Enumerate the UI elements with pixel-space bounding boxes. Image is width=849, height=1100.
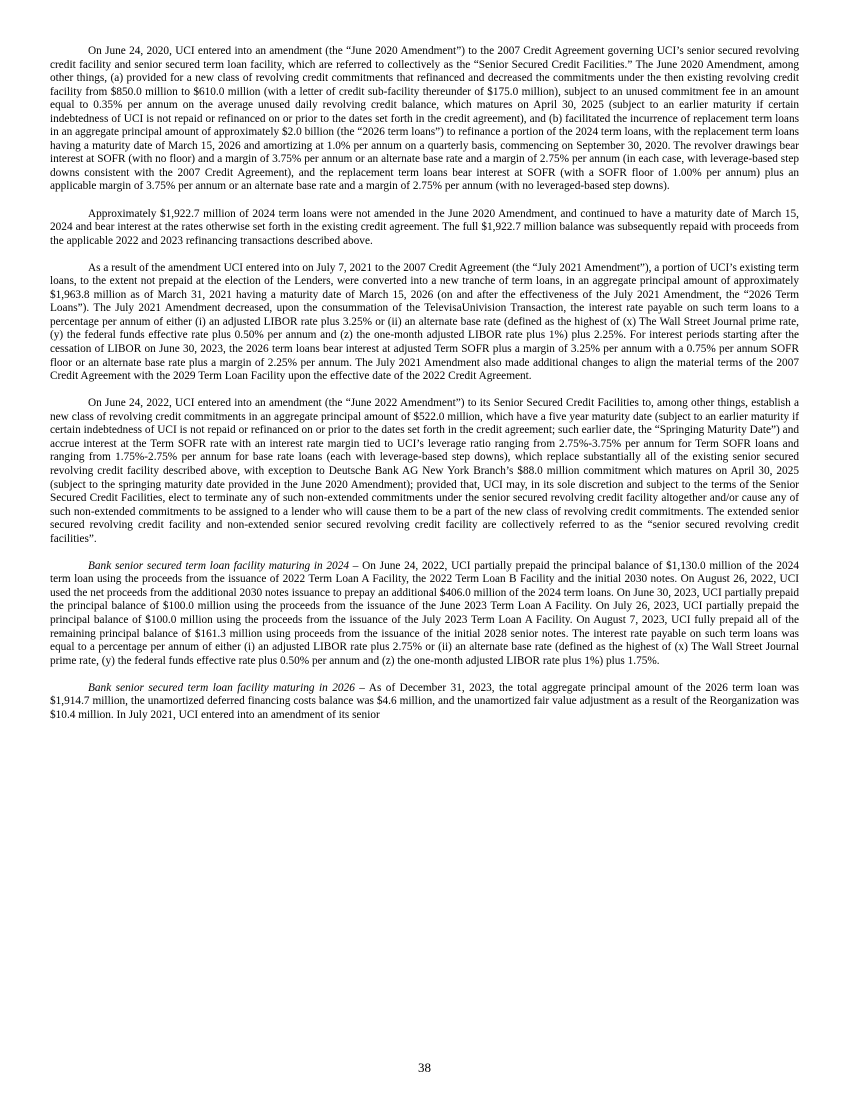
paragraph-term-loan-2026 [50,682,799,723]
paragraph-june-2022-amendment: On June 24, 2022, UCI entered into an amendment (the “June 2022 Amendment”) to its Senior Secured Credit Facilities to, among other things, establish a new class of revolving credit commitments in an aggregate principal amount of $522.0 million, which have a five year maturity date (subject to an earlier maturity if certain indebtedness of UCI is not repaid or refinanced on or prior to the dates set forth in the credit agreement; such earlier date, the “Springing Maturity Date”) and accrue interest at the Term SOFR rate with an interest rate margin tied to UCI’s leverage ratio ranging from 2.75%-3.75% per annum for Term SOFR loans and ranging from 1.75%-2.75% per annum for base rate loans (each with leverage-based step downs), which replace substantially all of the existing senior secured revolving credit facility described above, with exception to Deutsche Bank AG New York Branch’s $88.0 million commitment which matures on April 30, 2025 (subject to the springing maturity date provided in the June 2020 Amendment); provided that, UCI may, in its sole discretion and subject to the terms of the Senior Secured Credit Facilities, elect to terminate any of such non-extended commitments under the senior secured revolving credit facility altogether and/or cause any of such non-extended commitments to be assigned to a lender who will cause them to be a part of the new class of revolving credit commitments. The extended senior secured revolving credit facility and non-extended senior secured revolving credit facility are collectively referred to as the “senior secured revolving credit facilities”. [50,397,799,545]
paragraph-term-loan-2024 [50,560,799,668]
paragraph-body: – On June 24, 2022, UCI partially prepaid the principal balance of $1,130.0 million of the 2024 term loan using the proceeds from the issuance of 2022 Term Loan A Facility, the 2022 Term Loan B Facility and the initial 2030 notes. On August 26, 2022, UCI used the net proceeds from the additional 2030 notes issuance to prepay an additional $406.0 million of the 2024 term loans. On June 30, 2023, UCI partially prepaid the principal balance of $100.0 million using the proceeds from the issuance of the June 2023 Term Loan A Facility. On July 26, 2023, UCI partially prepaid the principal balance of $100.0 million using the proceeds from the issuance of the July 2023 Term Loan A Facility. On August 7, 2023, UCI fully prepaid all of the remaining principal balance of $161.3 million using proceeds from the issuance of the initial 2028 senior notes. The interest rate payable on such term loans was equal to a percentage per annum of either (i) an adjusted LIBOR rate plus 2.75% or (ii) an alternate base rate (defined as the highest of (x) The Wall Street Journal prime rate, (y) the federal funds effective rate plus 0.50% per annum and (z) the one-month adjusted LIBOR rate plus 1%) plus 1.75%. [50,559,799,667]
paragraph-lead-heading: Bank senior secured term loan facility maturing in 2024 [88,559,350,572]
paragraph-2024-term-loans-not-amended: Approximately $1,922.7 million of 2024 term loans were not amended in the June 2020 Amendment, and continued to have a maturity date of March 15, 2024 and bear interest at the rates otherwise set forth in the existing credit agreement. The full $1,922.7 million balance was subsequently repaid with proceeds from the applicable 2022 and 2023 refinancing transactions described above. [50,207,799,247]
paragraph-june-2020-amendment: On June 24, 2020, UCI entered into an amendment (the “June 2020 Amendment”) to the 2007 Credit Agreement governing UCI’s senior secured revolving credit facility and senior secured term loan facility, which are referred to collectively as the “Senior Secured Credit Facilities.” The June 2020 Amendment, among other things, (a) provided for a new class of revolving credit commitments that refinanced and decreased the commitments under the then existing revolving credit facility from $850.0 million to $610.0 million (with a letter of credit sub-facility thereunder of $175.0 million), subject to an unused commitment fee in an amount equal to 0.35% per annum on the average unused daily revolving credit balance, which matures on April 30, 2025 (subject to an earlier maturity if certain indebtedness of UCI is not repaid or refinanced on or prior to the dates set forth in the credit agreement), and (b) facilitated the incurrence of replacement term loans in an aggregate principal amount of approximately $2.0 billion (the “2026 term loans”) to refinance a portion of the 2024 term loans, with the replacement term loans having a maturity date of March 15, 2026 and amortizing at 1.0% per annum on a quarterly basis, commencing on September 30, 2020. The revolver drawings bear interest at SOFR (with no floor) and a margin of 3.75% per annum or an alternate base rate and a margin of 2.75% per annum (in each case, with leverage-based step downs consistent with the 2007 Credit Agreement), and the replacement term loans bear interest at SOFR (with a SOFR floor of 1.00% per annum) plus an applicable margin of 3.75% per annum or an alternate base rate and a margin of 2.75% per annum (with no leveraged-based step downs). [50,45,799,193]
document-body [50,45,799,722]
paragraph-lead-heading: Bank senior secured term loan facility maturing in 2026 [88,681,355,694]
paragraph-body: – As of December 31, 2023, the total aggregate principal amount of the 2026 term loan was $1,914.7 million, the unamortized deferred financing costs balance was $4.6 million, and the unamortized fair value adjustment as a result of the Reorganization was $10.4 million. In July 2021, UCI entered into an amendment of its senior [50,681,799,721]
page-number: 38 [418,1060,431,1075]
paragraph-july-2021-amendment: As a result of the amendment UCI entered into on July 7, 2021 to the 2007 Credit Agreement (the “July 2021 Amendment”), a portion of UCI’s existing term loans, to the extent not prepaid at the election of the Lenders, were converted into a new tranche of term loans, in an aggregate principal amount of approximately $1,963.8 million as of March 31, 2021 having a maturity date of March 15, 2026 (on and after the effectiveness of the July 2021 Amendment, the “2026 Term Loans”). The July 2021 Amendment decreased, upon the consummation of the TelevisaUnivision Transaction, the interest rate payable on such term loans to a percentage per annum of either (i) an adjusted LIBOR rate plus 3.25% or (ii) an alternate base rate (defined as the highest of (x) The Wall Street Journal prime rate, (y) the federal funds effective rate plus 0.50% per annum and (z) the one-month adjusted LIBOR rate plus 1%) plus 2.25%. For interest periods starting after the cessation of LIBOR on June 30, 2023, the 2026 term loans bear interest at adjusted Term SOFR plus a margin of 3.25% per annum with a 0.75% per annum SOFR floor or an alternate base rate plus a margin of 2.25% per annum. The July 2021 Amendment also made additional changes to align the material terms of the 2007 Credit Agreement with the 2029 Term Loan Facility upon the effective date of the 2022 Credit Agreement. [50,261,799,383]
